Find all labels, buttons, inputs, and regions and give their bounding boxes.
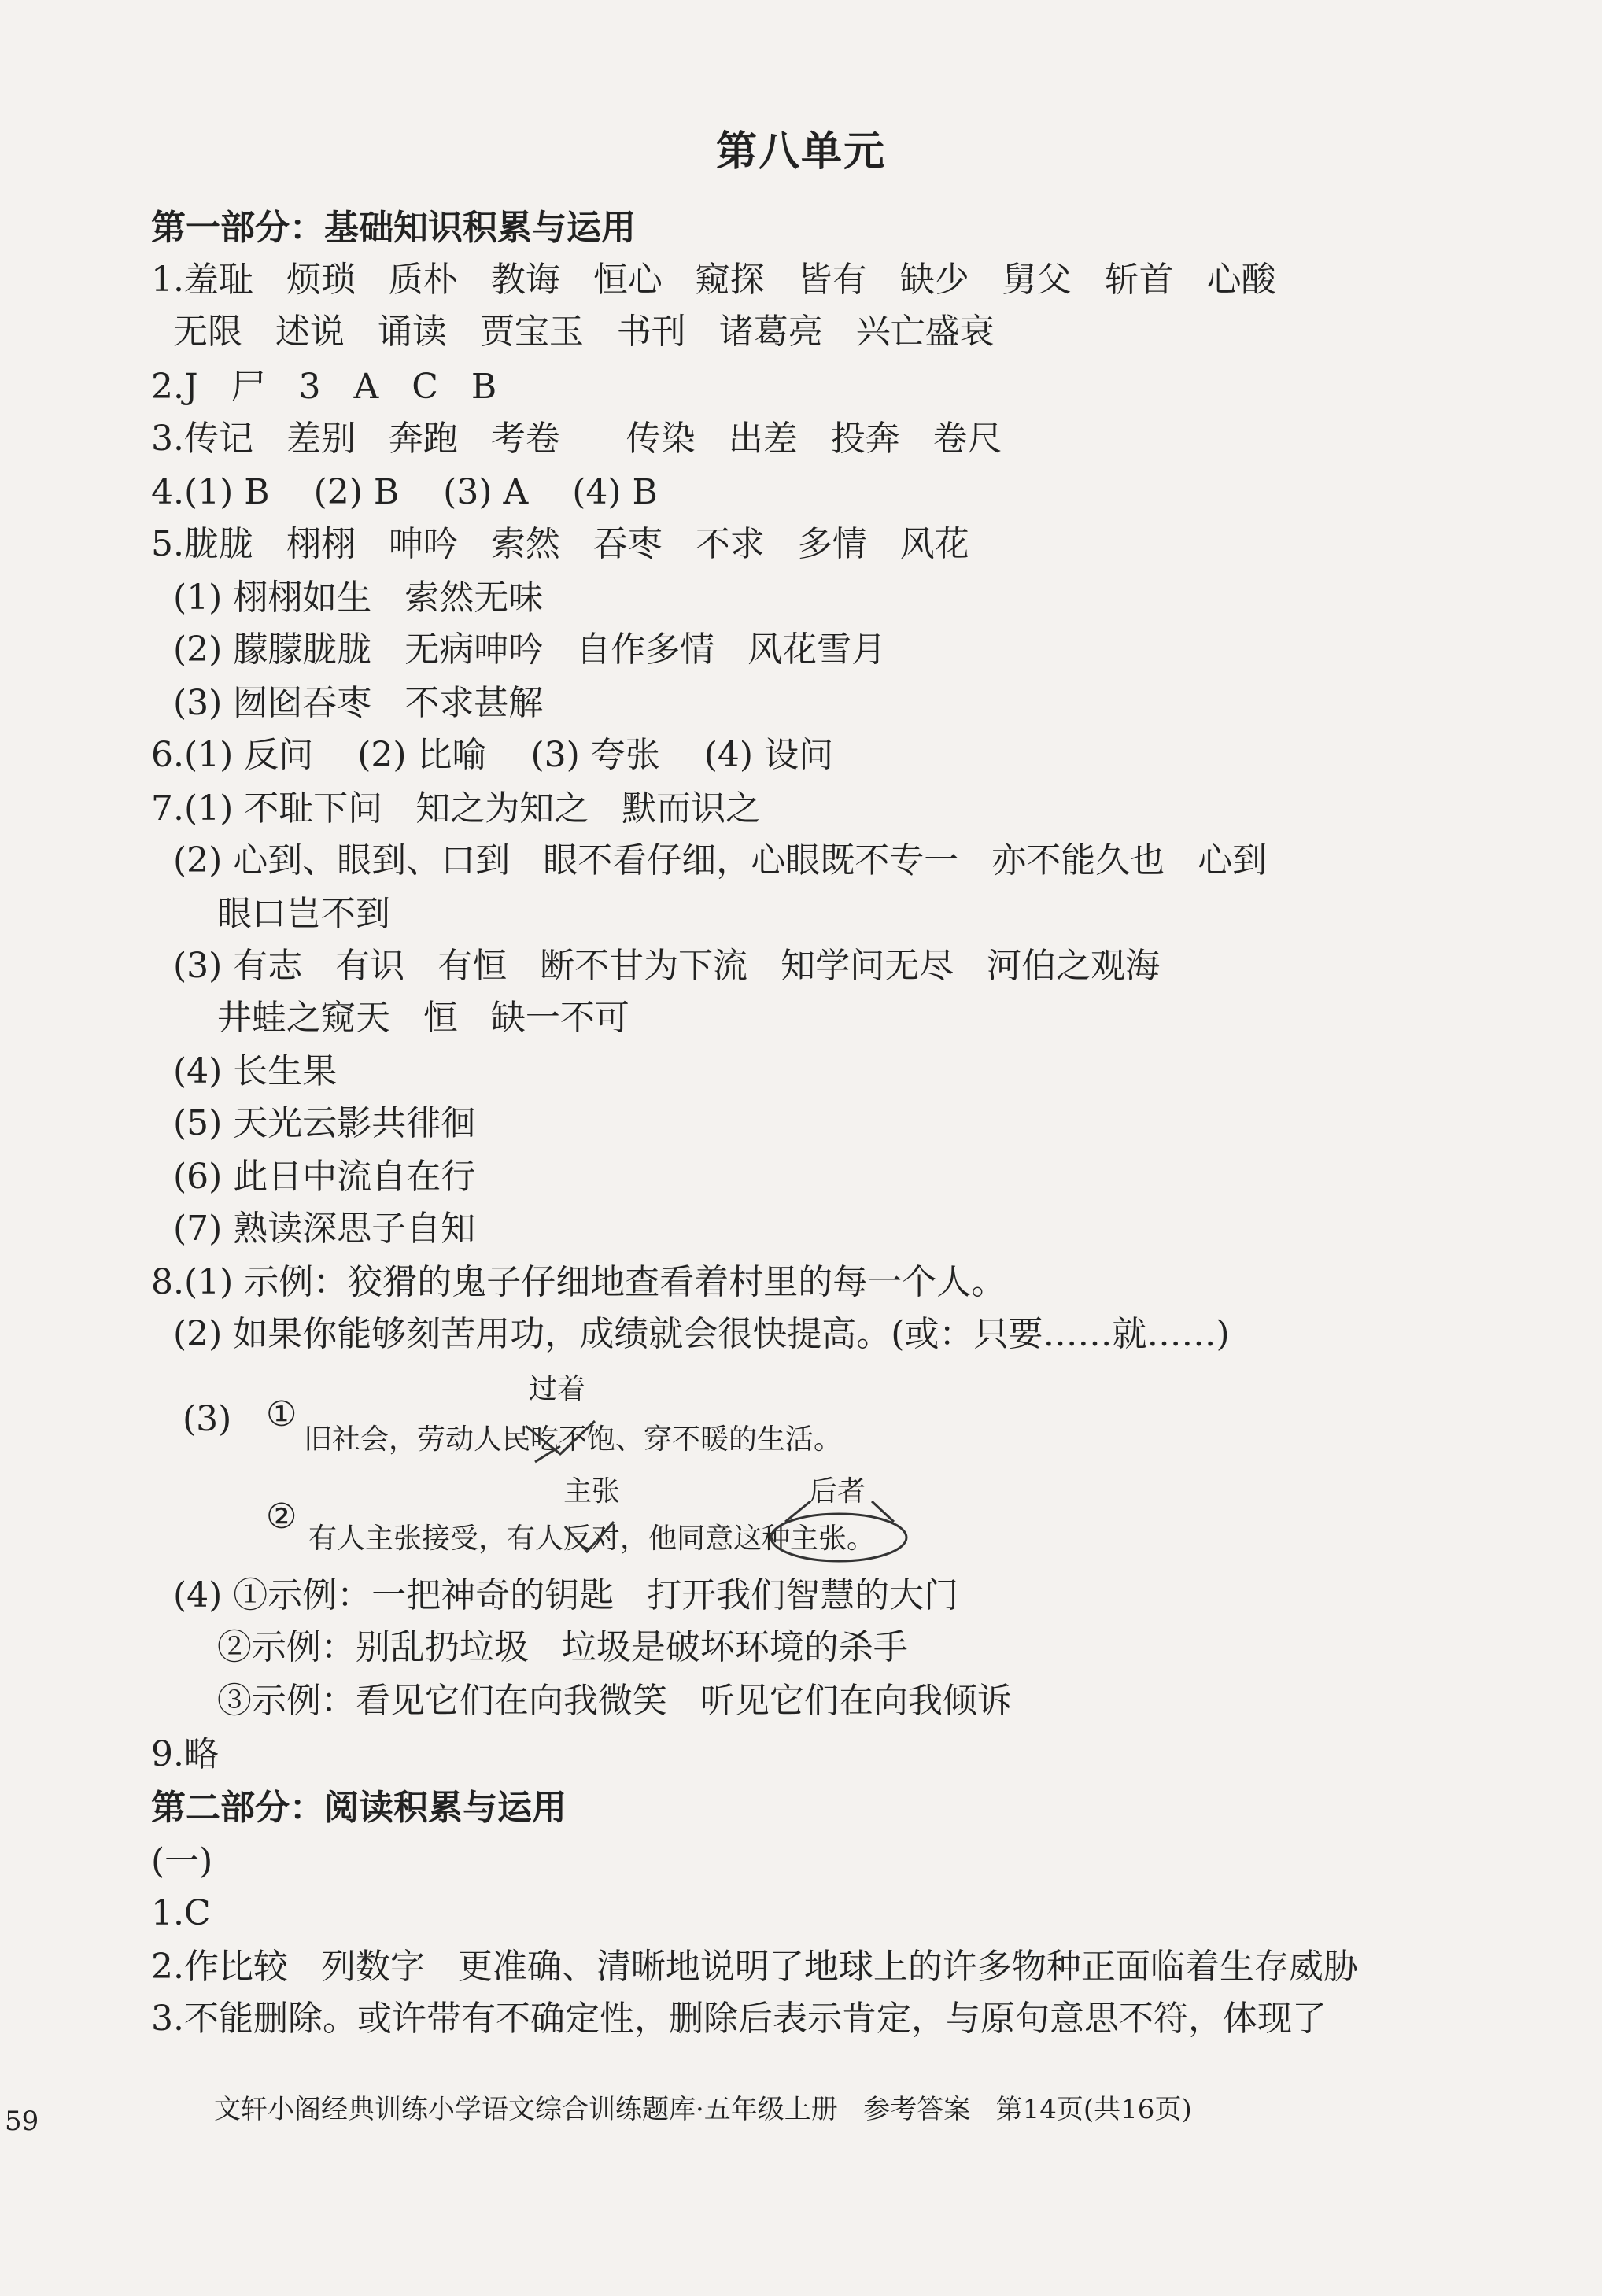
pointer-line-left [785, 1501, 810, 1522]
insert-word-1: 过着 [529, 1373, 586, 1405]
circle-number-2: ② [266, 1497, 297, 1537]
answer-line: (3) 囫囵吞枣 不求甚解 [151, 683, 544, 723]
insert-word-2b: 后者 [809, 1475, 866, 1508]
answer-line: 3.不能删除。或许带有不确定性，删除后表示肯定，与原句意思不符，体现了 [151, 1999, 1327, 2039]
answer-line: ③示例：看见它们在向我微笑 听见它们在向我倾诉 [151, 1681, 1012, 1721]
pointer-line-right [872, 1501, 894, 1522]
corrected-sentence-1: 旧社会，劳动人民吃不饱、穿不暖的生活。 [304, 1423, 843, 1456]
answer-line: 1.C [151, 1893, 211, 1933]
answer-line: 4.(1) B (2) B (3) A (4) B [151, 472, 658, 512]
answer-line: (3) 有志 有识 有恒 断不甘为下流 知学问无尽 河伯之观海 [151, 946, 1161, 986]
answer-line: 1.羞耻 烦琐 质朴 教诲 恒心 窥探 皆有 缺少 舅父 斩首 心酸 [151, 260, 1276, 300]
answer-line: 眼口岂不到 [151, 894, 390, 934]
answer-line: 9.略 [151, 1734, 219, 1774]
answer-line: 井蛙之窥天 恒 缺一不可 [151, 998, 629, 1038]
answer-line: 7.(1) 不耻下问 知之为知之 默而识之 [151, 788, 761, 829]
part1-heading: 第一部分：基础知识积累与运用 [151, 208, 636, 248]
answer-line: 6.(1) 反问 (2) 比喻 (3) 夸张 (4) 设问 [151, 735, 834, 775]
answer-line: 2.J 尸 3 A C B [151, 367, 497, 407]
answer-line: (4) ①示例：一把神奇的钥匙 打开我们智慧的大门 [151, 1575, 959, 1615]
answer-line: (6) 此日中流自在行 [151, 1157, 476, 1197]
circle-number-1: ① [266, 1394, 297, 1434]
answer-line: 3.传记 差别 奔跑 考卷 传染 出差 投奔 卷尺 [151, 419, 1002, 459]
part2-heading: 第二部分：阅读积累与运用 [151, 1788, 567, 1828]
page-footer: 文轩小阁经典训练小学语文综合训练题库·五年级上册 参考答案 第14页(共16页) [214, 2094, 1192, 2125]
q8-3-label: (3) [183, 1399, 232, 1439]
answer-line: 2.作比较 列数字 更准确、清晰地说明了地球上的许多物种正面临着生存威胁 [151, 1947, 1358, 1987]
answer-line: (4) 长生果 [151, 1051, 338, 1091]
answer-line: (一) [151, 1841, 213, 1881]
page-number: 59 [5, 2106, 39, 2137]
answer-line: (1) 栩栩如生 索然无味 [151, 578, 544, 618]
answer-line: (2) 朦朦胧胧 无病呻吟 自作多情 风花雪月 [151, 629, 887, 670]
answer-line: 8.(1) 示例：狡猾的鬼子仔细地查看着村里的每一个人。 [151, 1262, 1006, 1302]
answer-line: (5) 天光云影共徘徊 [151, 1103, 476, 1143]
corrected-sentence-2: 有人主张接受，有人反对，他同意这种主张。 [308, 1523, 876, 1555]
answer-line: 5.胧胧 栩栩 呻吟 索然 吞枣 不求 多情 风花 [151, 524, 969, 564]
answer-line: (2) 心到、眼到、口到 眼不看仔细，心眼既不专一 亦不能久也 心到 [151, 840, 1268, 880]
answer-line: ②示例：别乱扔垃圾 垃圾是破坏环境的杀手 [151, 1627, 908, 1667]
insert-word-2a: 主张 [563, 1475, 621, 1508]
unit-title: 第八单元 [715, 127, 886, 175]
answer-line: (7) 熟读深思子自知 [151, 1209, 476, 1249]
answer-line: 无限 述说 诵读 贾宝玉 书刊 诸葛亮 兴亡盛衰 [151, 312, 995, 352]
answer-line: (2) 如果你能够刻苦用功，成绩就会很快提高。(或：只要……就……) [151, 1314, 1230, 1354]
